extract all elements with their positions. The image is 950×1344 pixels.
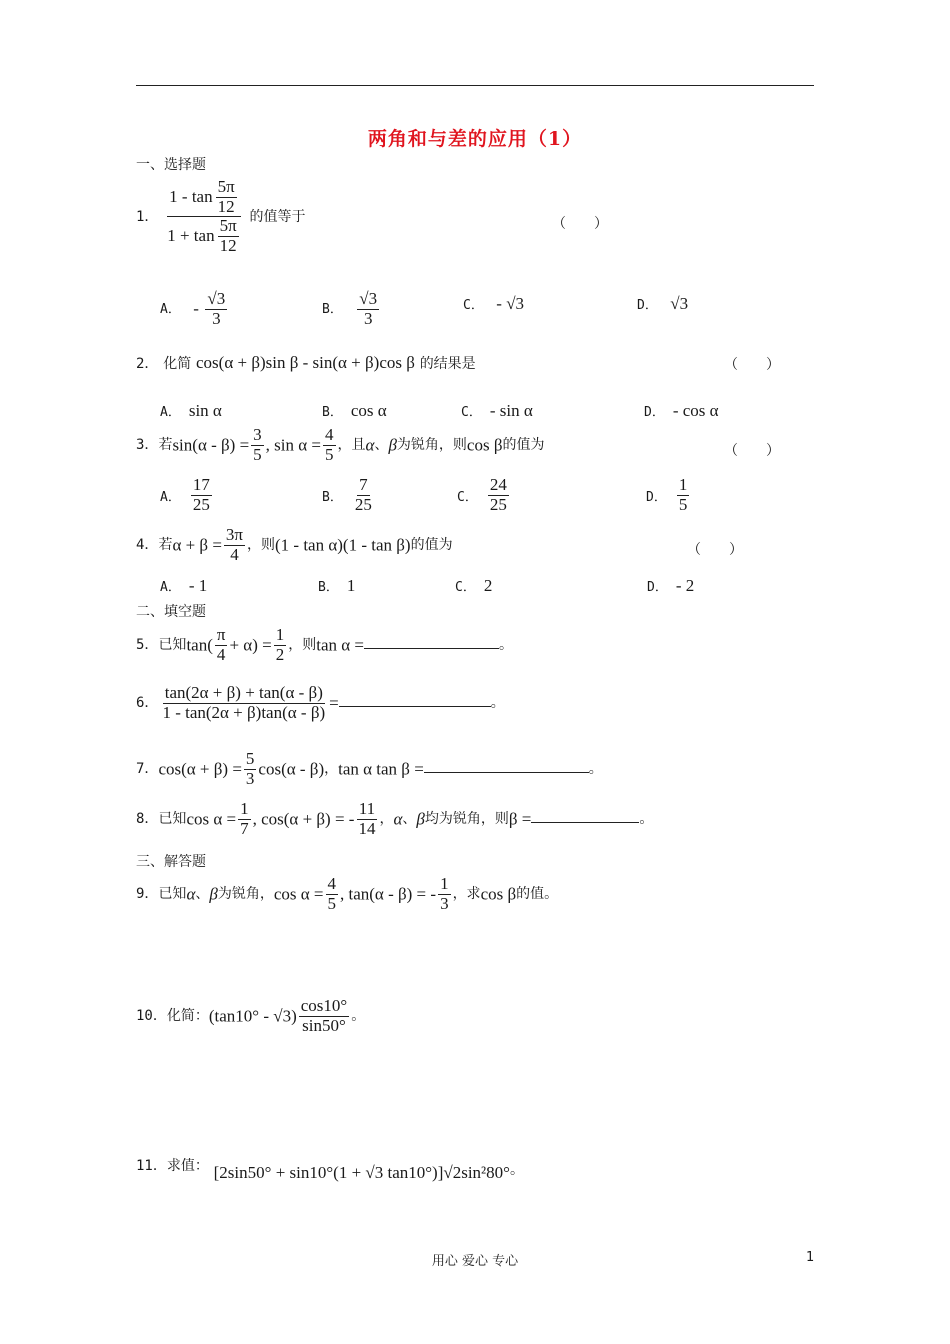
q1-main-fraction: 1 - tan $\frac{5\pi}{12}$ 1 + tan $\frac{5\pi}{12}$	[165, 178, 242, 256]
question-9: 9．已知α、β为锐角，cos α = $\frac{4}{5}$ , tan(α - β) = - $\frac{1}{3}$ ，求cos β的值。	[136, 874, 559, 913]
answer-blank[interactable]	[424, 771, 589, 773]
page-number: 1	[806, 1250, 815, 1265]
question-4: 4．若α + β = $\frac{3\pi}{4}$ ，则(1 - tan α)(1 - tan β)的值为	[136, 525, 453, 564]
q3-option-b: B． $\frac{7}{25}$	[322, 475, 372, 514]
question-2: 2． 化简 cos(α + β)sin β - sin(α + β)cos β 的结果是	[136, 353, 476, 372]
question-10: 10．化简：(tan10° - √3) $\frac{\cos 10^\circ}{\sin 50^\circ}$ 。	[136, 996, 366, 1035]
q1-option-c: C． - √3	[463, 294, 525, 313]
answer-blank[interactable]	[531, 821, 639, 823]
q2-option-c: C． - sin α	[461, 401, 533, 420]
answer-paren: （ ）	[724, 357, 780, 373]
answer-paren: （ ）	[687, 542, 743, 558]
question-5: 5．已知tan( $\frac{\pi}{4}$ + α) = $\frac{1}{2}$ ，则tan α = 。	[136, 625, 513, 664]
section-heading-fill: 二、填空题	[136, 604, 206, 620]
answer-blank[interactable]	[339, 705, 491, 707]
question-3: 3．若sin(α - β) = $\frac{3}{5}$ , sin α = $\frac{4}{5}$ ，且α、β为锐角，则cos β的值为	[136, 425, 545, 464]
q4-option-a: A． - 1	[160, 576, 208, 595]
answer-paren: （ ）	[724, 443, 780, 459]
page-footer: 用心 爱心 专心	[431, 1254, 519, 1269]
q1-tail: 的值等于	[249, 208, 306, 225]
section-heading-choice: 一、选择题	[136, 157, 206, 173]
q4-option-c: C． 2	[455, 576, 493, 595]
question-7: 7．cos(α + β) = $\frac{5}{3}$ cos(α - β)，tan α tan β = 。	[136, 749, 603, 788]
question-1	[136, 178, 305, 256]
q1-option-d: D． √3	[637, 294, 689, 313]
q1-option-b: B． $\frac{√3}{3}$	[322, 289, 378, 328]
question-number: 1．	[136, 208, 159, 225]
q4-option-d: D． - 2	[647, 576, 695, 595]
q3-option-d: D． $\frac{1}{5}$	[646, 475, 688, 514]
q3-option-a: A． $\frac{17}{25}$	[160, 475, 210, 514]
q1-option-a: A． - $\frac{√3}{3}$	[160, 289, 226, 328]
q2-option-b: B． cos α	[322, 401, 387, 420]
answer-blank[interactable]	[364, 647, 499, 649]
header-rule	[136, 85, 814, 86]
section-heading-solve: 三、解答题	[136, 854, 206, 870]
q2-option-a: A． sin α	[160, 401, 222, 420]
q3-option-c: C． $\frac{24}{25}$	[457, 475, 507, 514]
answer-paren: （ ）	[552, 216, 608, 232]
q2-option-d: D． - cos α	[644, 401, 719, 420]
q4-option-b: B． 1	[318, 576, 356, 595]
page-title: 两角和与差的应用（1）	[367, 128, 583, 150]
question-8: 8．已知cos α = $\frac{1}{7}$ , cos(α + β) = - $\frac{11}{14}$ ，α、β均为锐角，则β = 。	[136, 799, 654, 838]
question-6: 6． $\frac{\tan(2\alpha + \beta) + \tan(\alpha - \beta)}{1 - \tan(2\alpha + \beta)\tan(\alpha - \beta)}$ = 。	[136, 683, 505, 722]
question-11: 11．求值： [2sin50° + sin10°(1 + √3 tan10°)]√2sin²80°。	[136, 1158, 524, 1182]
